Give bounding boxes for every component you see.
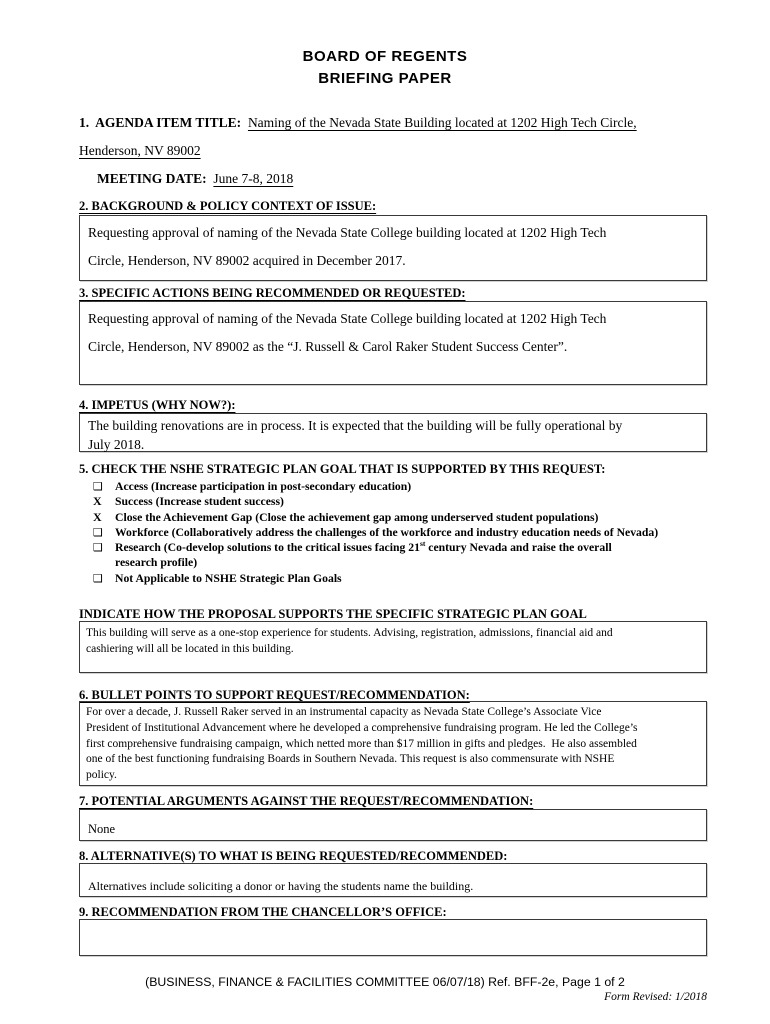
section-7-heading: 7. POTENTIAL ARGUMENTS AGAINST THE REQUEST/RECOMMENDATION:	[79, 794, 534, 808]
section-2-heading: 2. BACKGROUND & POLICY CONTEXT OF ISSUE:	[79, 199, 377, 213]
section-8-box	[79, 863, 707, 897]
footer-committee-line: (BUSINESS, FINANCE & FACILITIES COMMITTEE 06/07/18) Ref. BFF-2e, Page 1 of 2	[145, 975, 625, 989]
section-7-text: None	[88, 822, 116, 836]
section-3-box	[79, 301, 707, 385]
checklist-item-access	[79, 479, 707, 494]
checklist-item-research	[79, 540, 707, 571]
section-4-box	[79, 413, 707, 452]
section-6-text-line4: one of the best functioning fundraising Boards in Southern Nevada. This request is also commensurate with NSHE	[86, 753, 615, 766]
section-6-text-line1: For over a decade, J. Russell Raker served in an instrumental capacity as Nevada State College’s Associate Vice	[86, 706, 602, 718]
section-4-text-line2: July 2018.	[88, 436, 145, 452]
superscript-st: st	[419, 539, 426, 549]
meeting-date-label: MEETING DATE:	[97, 171, 214, 186]
checkbox-icon: ❑	[93, 525, 103, 539]
checklist-item-label: Close the Achievement Gap (Close the achievement gap among underserved student populations)	[115, 510, 599, 524]
agenda-item-line1	[79, 109, 707, 137]
indicate-heading: INDICATE HOW THE PROPOSAL SUPPORTS THE SPECIFIC STRATEGIC PLAN GOAL	[79, 607, 587, 621]
checklist-item-success	[79, 494, 707, 509]
section-6-text-line2: President of Institutional Advancement where he developed a comprehensive fundraising program. He led the College’s	[86, 721, 638, 734]
section-6-text-line5: policy.	[86, 769, 117, 782]
x-mark-icon: X	[93, 509, 102, 524]
agenda-item-value-line2: Henderson, NV 89002	[79, 143, 201, 158]
document-title-line1: BOARD OF REGENTS	[302, 48, 468, 65]
meeting-date-row	[79, 165, 707, 193]
section-9-heading: 9. RECOMMENDATION FROM THE CHANCELLOR’S OFFICE:	[79, 905, 447, 919]
agenda-item-number: 1.	[79, 115, 96, 130]
checklist-item-achievement-gap	[79, 510, 707, 525]
section-8-text: Alternatives include soliciting a donor or having the students name the building.	[88, 879, 474, 893]
checkbox-icon: ❑	[93, 480, 103, 493]
section-6-box	[79, 701, 707, 786]
strategic-plan-checklist	[79, 479, 707, 586]
document-title-line2: BRIEFING PAPER	[318, 70, 452, 87]
checkbox-icon: ❑	[93, 571, 103, 585]
indicate-text-line2: cashiering will all be located in this building.	[86, 643, 294, 655]
checklist-item-label-line2: research profile)	[115, 556, 198, 570]
section-2-text-line1: Requesting approval of naming of the Nevada State College building located at 1202 High Tech	[88, 225, 607, 240]
indicate-box	[79, 621, 707, 673]
section-2-box	[79, 215, 707, 281]
section-3-heading: 3. SPECIFIC ACTIONS BEING RECOMMENDED OR REQUESTED:	[79, 286, 466, 300]
checklist-item-label: Success (Increase student success)	[115, 495, 284, 509]
section-6-heading: 6. BULLET POINTS TO SUPPORT REQUEST/RECOMMENDATION:	[79, 688, 470, 702]
section-2-text-line2: Circle, Henderson, NV 89002 acquired in December 2017.	[88, 253, 406, 268]
checkbox-icon: ❑	[93, 541, 103, 555]
checklist-item-label: Access (Increase participation in post-secondary education)	[115, 480, 412, 493]
document-title	[0, 46, 770, 90]
section-3-text-line1: Requesting approval of naming of the Nevada State College building located at 1202 High Tech	[88, 311, 607, 326]
checklist-item-workforce	[79, 525, 707, 540]
checklist-item-label: Not Applicable to NSHE Strategic Plan Goals	[115, 571, 342, 585]
indicate-text-line1: This building will serve as a one-stop experience for students. Advising, registration, admissions, financial aid and	[86, 627, 613, 639]
section-3-text-line2: Circle, Henderson, NV 89002 as the “J. Russell & Carol Raker Student Success Center”.	[88, 339, 568, 354]
agenda-item-line2	[79, 137, 707, 165]
section-4-text-line1: The building renovations are in process. It is expected that the building will be fully operational by	[88, 418, 623, 433]
section-6-text-line3: first comprehensive fundraising campaign, which netted more than $17 million in gifts and pledges. He also assembled	[86, 737, 637, 750]
section-7-box	[79, 809, 707, 841]
agenda-item-label: AGENDA ITEM TITLE:	[95, 115, 248, 130]
checklist-item-not-applicable	[79, 571, 707, 586]
footer-form-revised: Form Revised: 1/2018	[604, 991, 707, 1003]
meeting-date-value: June 7-8, 2018	[213, 171, 294, 186]
x-mark-icon: X	[93, 494, 102, 509]
section-5-heading: 5. CHECK THE NSHE STRATEGIC PLAN GOAL THAT IS SUPPORTED BY THIS REQUEST:	[79, 462, 606, 476]
checklist-item-label: Research (Co-develop solutions to the critical issues facing 21st century Nevada and raise the overall research profile)	[115, 539, 612, 570]
agenda-item-value-line1: Naming of the Nevada State Building located at 1202 High Tech Circle,	[247, 115, 637, 130]
agenda-item-block	[79, 109, 707, 193]
checklist-item-label: Workforce (Collaboratively address the challenges of the workforce and industry education needs of Nevada)	[115, 525, 659, 539]
section-8-heading: 8. ALTERNATIVE(S) TO WHAT IS BEING REQUESTED/RECOMMENDED:	[79, 849, 508, 863]
section-4-heading: 4. IMPETUS (WHY NOW?):	[79, 398, 236, 412]
section-9-box	[79, 919, 707, 956]
